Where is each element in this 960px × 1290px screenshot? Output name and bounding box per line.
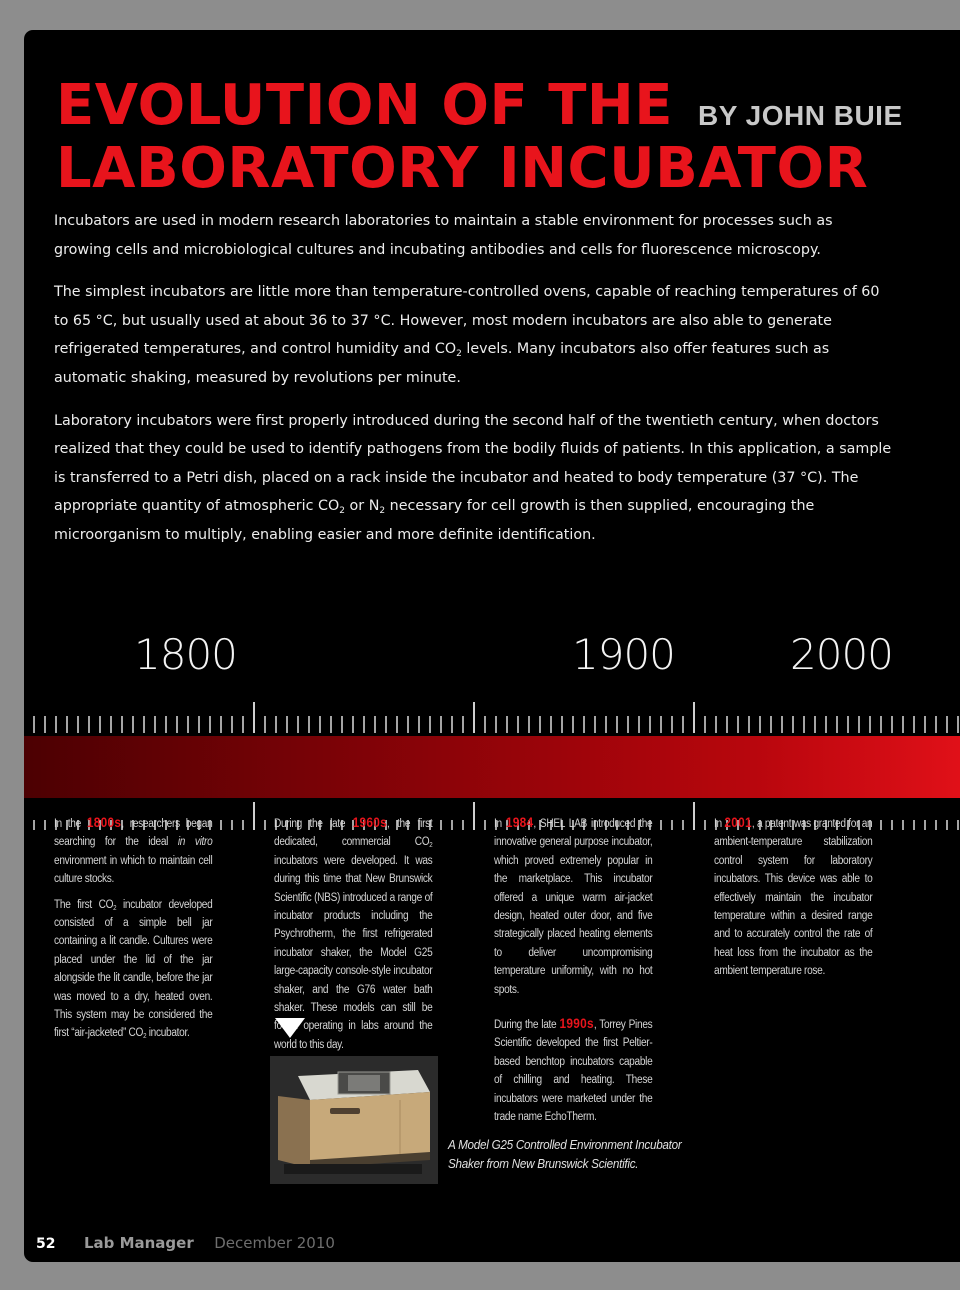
issue-date: December 2010 xyxy=(214,1234,335,1252)
title-line-2: LABORATORY INCUBATOR xyxy=(56,136,869,201)
entry-year-1990s: 1990s xyxy=(559,1016,594,1032)
entry-1960s: During the late 1960s, the first dedicated, commercial $CO_2$ incubators were developed. It was during this time that New Brunswick Scientific (NBS) introduced a range of incubator products including the Psychrotherm, the first refrigerated incubator shaker, the Model G25 large-capacity console-style incubator shaker, and the G76 water bath shaker. These models can still be found operating in labs around the world to this day. xyxy=(274,815,433,1051)
timeline-column-1984-1990s xyxy=(494,814,652,1134)
year-label-2000: 2000 xyxy=(790,630,893,679)
timeline-column-2001 xyxy=(714,814,872,988)
entry-1984: In 1984, SHEL LAB introduced the innovative general purpose incubator, which proved extremely popular in the marketplace. This incubator offered a unique warm air-jacket design, heated outer door, and five strategically placed heating elements to deliver uncompromising temperature uniformity, with no hot spots. xyxy=(494,815,653,996)
year-label-1800: 1800 xyxy=(134,630,237,679)
down-arrow-icon xyxy=(275,1018,305,1038)
entry-year-1984: 1984 xyxy=(505,815,534,830)
entry-year-1800s: 1800s xyxy=(86,815,122,830)
entry-year-1960s: 1960s xyxy=(352,815,388,830)
caption-line-2: Shaker from New Brunswick Scientific. xyxy=(448,1156,639,1171)
title-line-1: EVOLUTION OF THE xyxy=(56,73,674,138)
incubator-photo xyxy=(270,1056,438,1184)
entry-1990s: During the late 1990s, Torrey Pines Scientific developed the first Peltier-based benchtop incubators capable of chilling and heating. These incubators were marketed under the trade name EchoTherm. xyxy=(494,1016,653,1124)
entry-year-2001: 2001 xyxy=(724,815,752,830)
timeline-ticks xyxy=(24,630,960,830)
photo-caption xyxy=(448,1135,682,1173)
intro-text xyxy=(54,207,894,564)
timeline-column-1800s xyxy=(54,814,212,1050)
magazine-name: Lab Manager xyxy=(83,1234,194,1252)
caption-line-1: A Model G25 Controlled Environment Incubator xyxy=(448,1137,682,1152)
page-footer xyxy=(36,1234,335,1254)
byline: BY JOHN BUIE xyxy=(698,100,903,131)
article-title xyxy=(56,74,868,200)
entry-bell-jar: The first $CO_2$ incubator developed consisted of a simple bell jar containing a lit candle. Cultures were placed under the lid of the jar alongside the lit candle, before the jar was moved to a dry, heated oven. This system may be considered the first “air-jacketed” $CO_2$ incubator. xyxy=(54,898,213,1041)
intro-paragraph-2: The simplest incubators are little more than temperature-controlled ovens, capable of reaching temperatures of 60 to 65 °C, but usually used at about 36 to 37 °C. However, most modern incubators are also able to generate refrigerated temperatures, and control humidity and $CO_2$ levels. Many incubators also offer features such as automatic shaking, measured by revolutions per minute. xyxy=(54,284,880,386)
entry-2001: In 2001, a patent was granted for an ambient-temperature stabilization control system for laboratory incubators. This device was able to effectively maintain the incubator temperature within a desired range and to accurately control the rate of heat loss from the incubator as the ambient temperature rose. xyxy=(714,815,873,978)
page-number: 52 xyxy=(36,1236,56,1252)
intro-paragraph-3: Laboratory incubators were first properly introduced during the second half of the twentieth century, when doctors realized that they could be used to identify pathogens from the bodily fluids of patients. In this application, a sample is transferred to a Petri dish, placed on a rack inside the incubator and heated to body temperature (37 °C). The appropriate quantity of atmospheric $CO_2$ or $N_2$ necessary for cell growth is then supplied, encouraging the microorganism to multiply, enabling easier and more definite identification. xyxy=(54,412,892,543)
year-label-1900: 1900 xyxy=(572,630,675,679)
magazine-page xyxy=(24,30,960,1262)
entry-1800s: In the 1800s, researchers began searching for the ideal in vitro environment in which to maintain cell culture stocks. xyxy=(54,815,213,886)
intro-paragraph-1: Incubators are used in modern research laboratories to maintain a stable environment for processes such as growing cells and microbiological cultures and incubating antibodies and cells for fluorescence microscopy. xyxy=(54,213,833,258)
timeline xyxy=(24,630,960,830)
